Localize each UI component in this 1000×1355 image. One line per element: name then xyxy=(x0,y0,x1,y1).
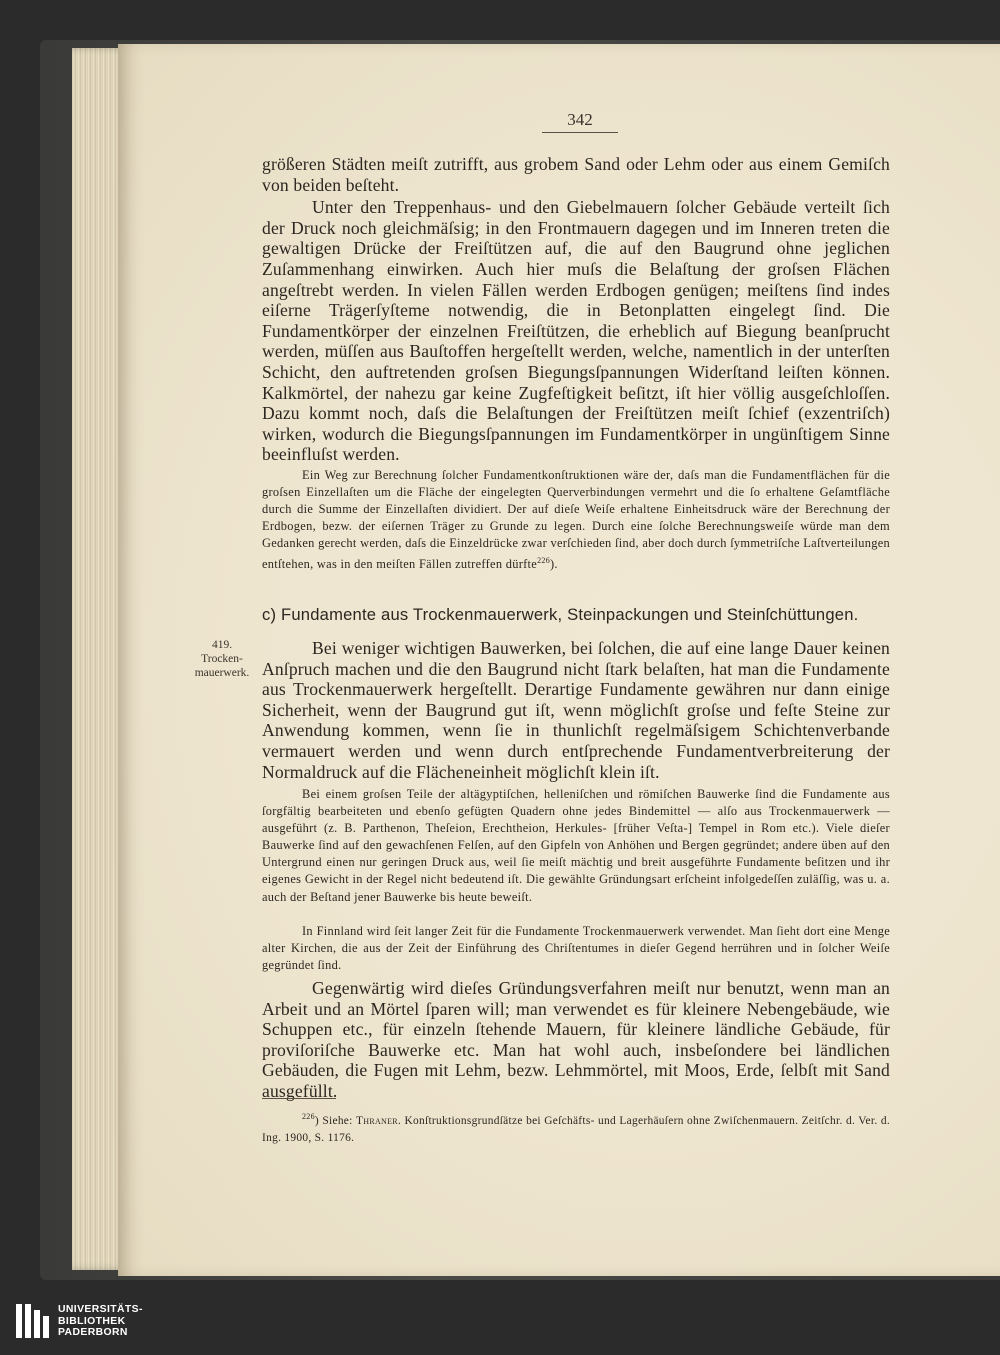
margin-note-line1: Trocken- xyxy=(201,653,243,665)
footnote xyxy=(262,1108,890,1147)
paragraph-load-distribution: Unter den Treppenhaus- und den Giebelmauern ſolcher Gebäude verteilt ſich der Druck noch gleichmäſsig; in den Frontmauern dagegen und im Inneren treten die gewaltigen Drücke der Freiſtützen auf, die auf den Baugrund ohne jeglichen Zuſammenhang einwirken. Auch hier muſs die Belaſtung der groſsen Flächen angeſtrebt werden. In vielen Fällen werden Erdbogen genügen; meiſtens ſind indes eiſerne Trägerſyſteme notwendig, die in Betonplatten eingelegt ſind. Die Fundamentkörper der einzelnen Freiſtützen, die erheblich auf Biegung beanſprucht werden, müſſen aus Bauſtoffen hergeſtellt werden, welche, namentlich in der unterſten Schicht, den auftretenden groſsen Biegungsſpannungen Widerſtand leiſten können. Kalkmörtel, der nahezu gar keine Zugfeſtigkeit beſitzt, iſt hier völlig ausgeſchloſſen. Dazu kommt noch, daſs die Belaſtungen der Freiſtützen meiſt ſchief (exzentriſch) wirken, wodurch die Biegungsſpannungen im Fundamentkörper in ungünſtigem Sinne beeinfluſst werden. xyxy=(262,197,890,465)
margin-note xyxy=(186,638,258,680)
logo-line3: PADERBORN xyxy=(58,1327,128,1339)
footnote-ref: 226 xyxy=(537,556,550,566)
footnote-author: Thraner xyxy=(356,1114,398,1127)
library-logo-text xyxy=(58,1304,143,1339)
paragraph-continuation: größeren Städten meiſt zutrifft, aus grobem Sand oder Lehm oder aus einem Gemiſch von beiden beſteht. xyxy=(262,154,890,195)
logo-line1: UNIVERSITÄTS- xyxy=(58,1304,143,1315)
margin-note-line2: mauerwerk. xyxy=(194,667,250,679)
section-heading: c) Fundamente aus Trockenmauerwerk, Steinpackungen und Steinſchüttungen. xyxy=(262,605,859,624)
footnote-rule xyxy=(262,1098,336,1099)
margin-note-number: 419. xyxy=(211,639,233,651)
paragraph-top-1 xyxy=(262,154,890,465)
small-print-ancient: Bei einem groſsen Teile der altägyptiſchen, helleniſchen und römiſchen Bauwerke ſind die Fundamente aus ſorgfältig bearbeiteten und ebenſo gefügten Quadern ohne jedes Bindemittel — alſo aus Trockenmauerwerk — ausgeführt (z. B. Parthenon, Theſeion, Erechtheion, Herkules- [früher Veſta-] Tempel in Rom etc.). Viele dieſer Bauwerke ſind auf den gewachſenen Felſen, auf den Gipfeln von Anhöhen und Bergen gegründet; andere üben auf den Untergrund einen nur geringen Druck aus, weil ſie meiſt mächtig und breit ausgeführte Fundamente beſitzen und ihr eigenes Gewicht in der Regel nicht bedeutend iſt. Die gewählte Gründungsart erſcheint infolgedeſſen zuläſſig, was u. a. auch der Beſtand jener Bauwerke bis heute beweiſt. xyxy=(262,787,890,904)
footnote-marker: 226 xyxy=(302,1112,315,1121)
library-logo-icon xyxy=(16,1304,50,1338)
page-number: 342 xyxy=(542,110,618,133)
footnote-pre: ) Siehe: xyxy=(314,1114,356,1127)
small-print-calculation xyxy=(262,467,890,574)
small-print-text: Ein Weg zur Berechnung ſolcher Fundamentkonſtruktionen wäre der, daſs man die Fundamentflächen für die groſsen Einzellaſten um die Fläche der eingelegten Querverbindungen vermehrt und die ſo erhaltene Geſamtfläche durch die Summe der Einzellaſten dividiert. Der auf dieſe Weiſe erhaltene Einheitsdruck wäre der Berechnung der Erdbogen, bezw. der eiſernen Träger zu Grunde zu legen. Durch eine ſolche Berechnungsweiſe würde man dem Gedanken gerecht werden, daſs die Einzeldrücke zwar verſchieden ſind, aber doch durch ſymmetriſche Laſtverteilungen entſtehen, was in den meiſten Fällen zutreffen dürfte xyxy=(262,468,890,572)
paragraph-current-use: Gegenwärtig wird dieſes Gründungsverfahren meiſt nur benutzt, wenn man an Arbeit und an Mörtel ſparen will; man verwendet es für kleinere Nebengebäude, wie Schuppen etc., für einzeln ſtehende Mauern, für kleinere ländliche Gebäude, für proviſoriſche Bauwerke etc. Man hat wohl auch, insbeſondere bei ländlichen Gebäuden, die Fugen mit Lehm, bezw. Lehmmörtel, mit Moos, Erde, ſelbſt mit Sand ausgefüllt. xyxy=(262,978,890,1101)
logo-line2: BIBLIOTHEK xyxy=(58,1315,126,1327)
footnote-text: . Konſtruktionsgrundſätze bei Geſchäfts- und Lagerhäuſern ohne Zwiſchenmauern. Zeitſchr. d. Ver. d. Ing. 1900, S. 1176. xyxy=(262,1114,890,1144)
small-print-finland: In Finnland wird ſeit langer Zeit für die Fundamente Trockenmauerwerk verwendet. Man ſieht dort eine Menge alter Kirchen, die aus der Zeit der Einführung des Chriſtentumes in dieſer Gegend herrühren und in ſolcher Weiſe gegründet ſind. xyxy=(262,924,890,973)
paragraph-dry-masonry: Bei weniger wichtigen Bauwerken, bei ſolchen, die auf eine lange Dauer keinen Anſpruch machen und die den Baugrund nicht ſtark belaſten, hat man die Fundamente aus Trockenmauerwerk hergeſtellt. Derartige Fundamente gewähren nur dann einige Sicherheit, wenn der Baugrund gut iſt, wenn möglichſt groſse und feſte Steine zur Anwendung kommen, wenn ſie in thunlichſt regelmäſsigem Schichtenverbande vermauert werden und wenn durch entſprechende Fundamentverbreiterung der Normaldruck auf die Flächeneinheit möglichſt klein iſt. xyxy=(262,638,890,782)
small-print-end: ). xyxy=(550,557,558,572)
library-logo xyxy=(0,1292,200,1352)
